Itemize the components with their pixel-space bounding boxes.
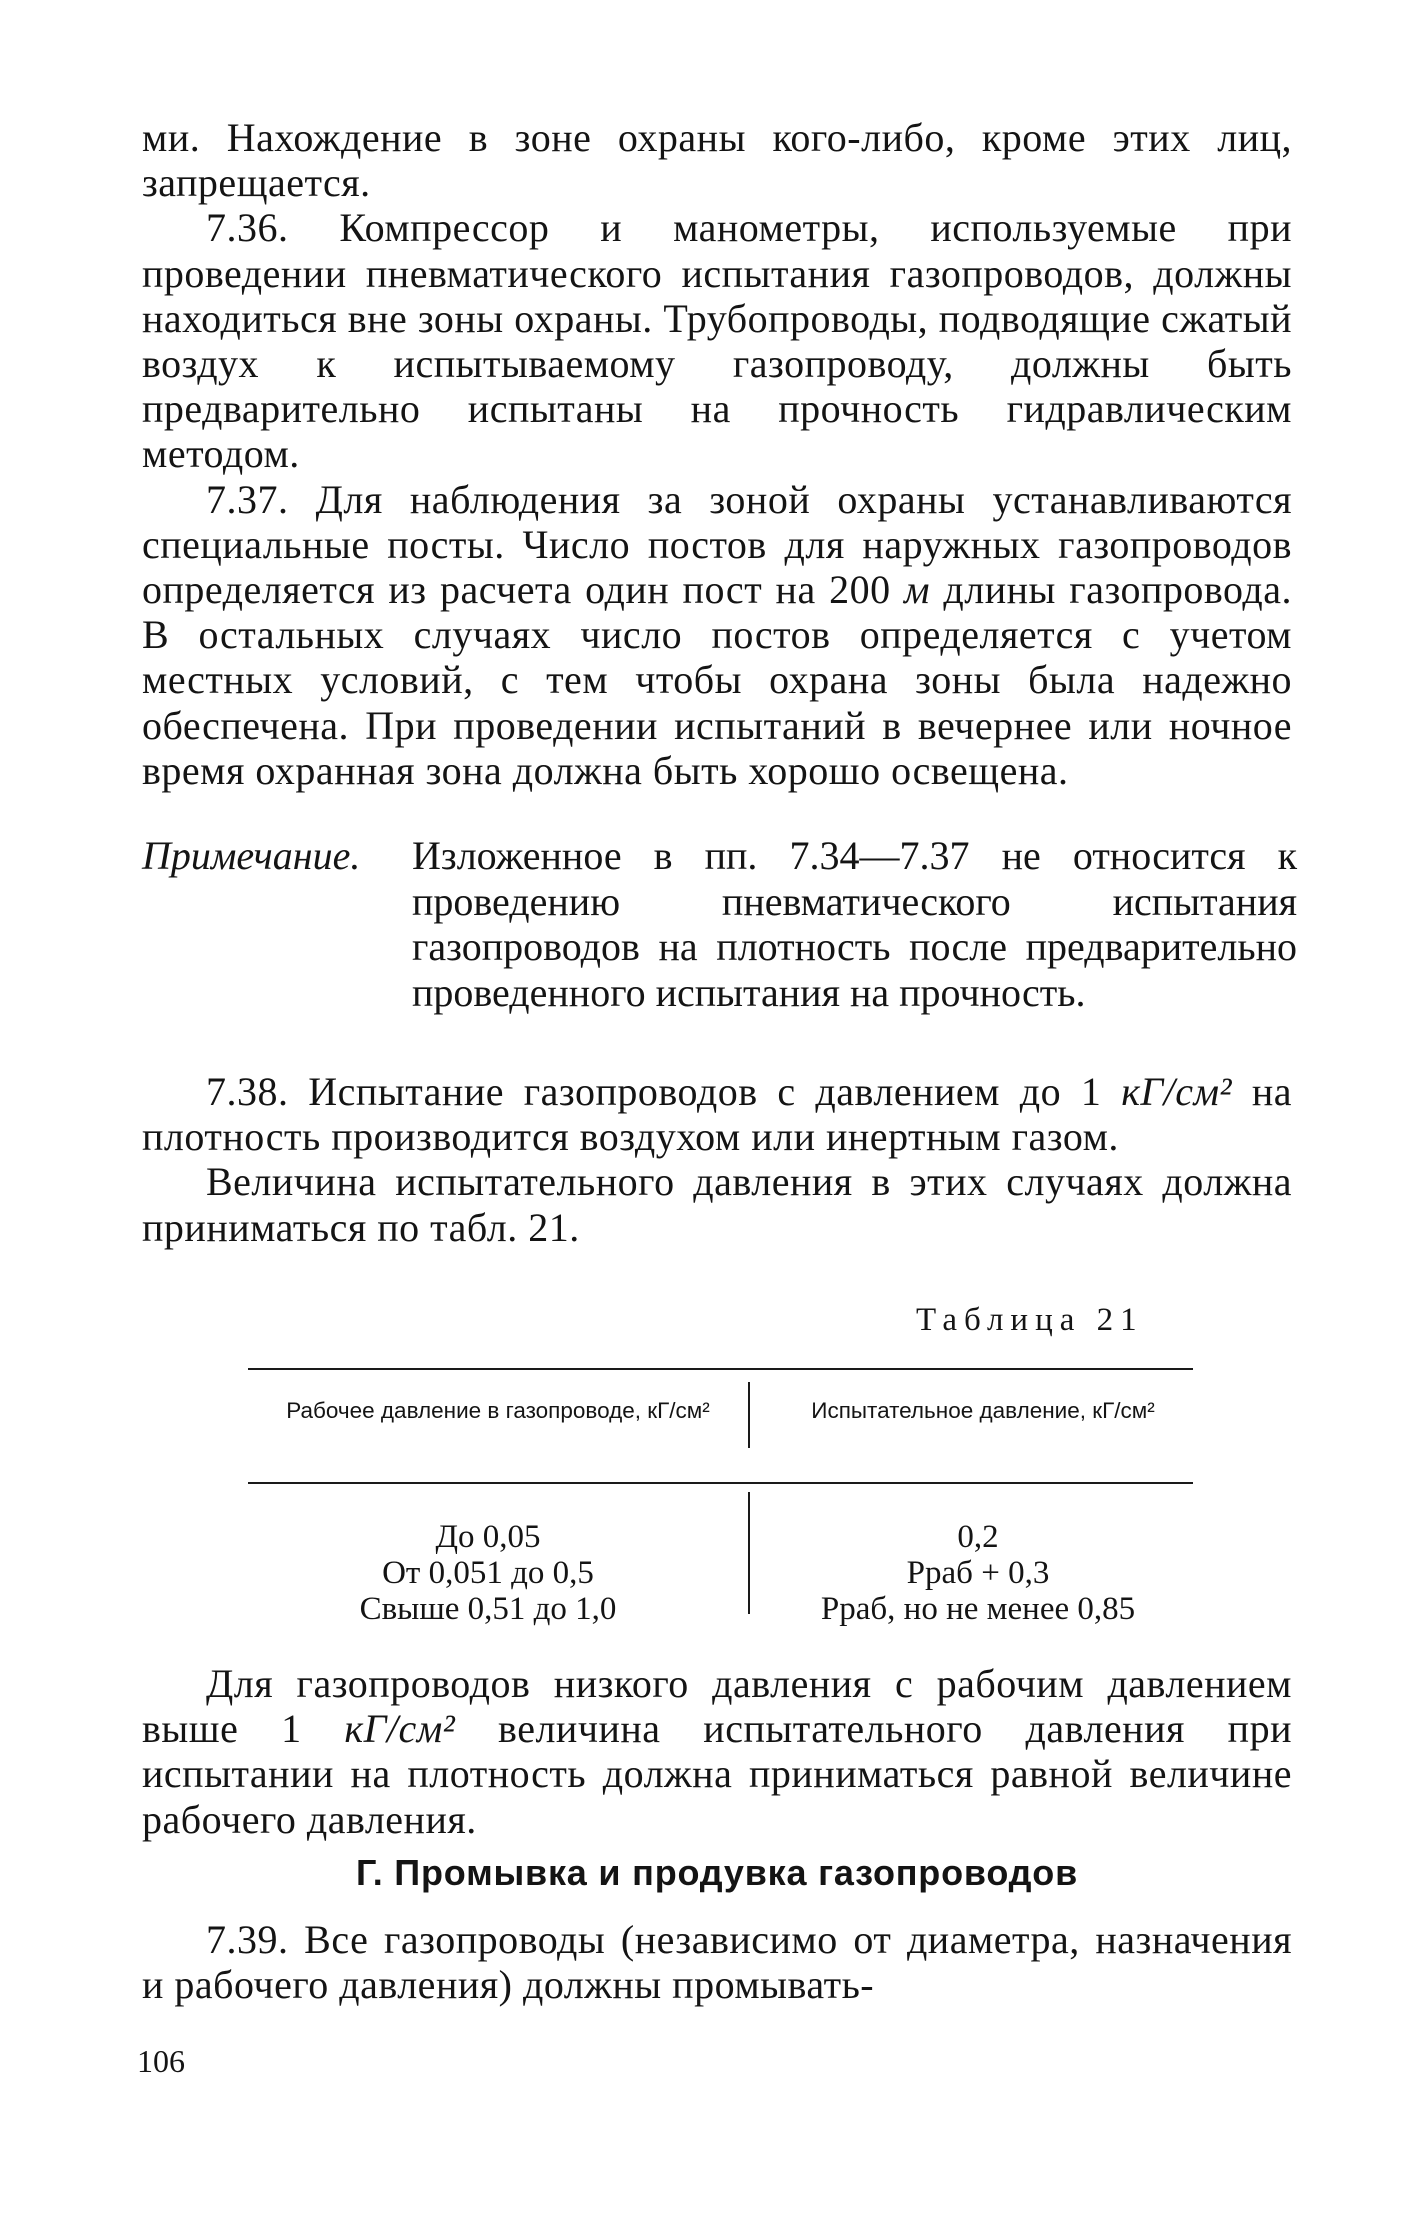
paragraph-low-pressure-part2: величина испытательного давления при испытании на плотность должна приниматься равной величине рабочего давления. — [142, 1706, 1292, 1842]
paragraph-7-37-part2: длины газопровода. В остальных случаях число постов определяется с учетом местных условий, с тем чтобы охрана зоны была надежно обеспечена. При проведении испытаний в вечернее или ночное время охранная зона должна быть хорошо освещена. — [142, 567, 1293, 793]
paragraph-test-pressure: Величина испытательного давления в этих случаях должна приниматься по табл. 21. — [142, 1159, 1292, 1250]
table-top-rule — [248, 1368, 1193, 1370]
page-number: 106 — [137, 2043, 185, 2079]
unit-kg-cm2-2: кГ/см² — [344, 1706, 456, 1752]
table-cell-right-3: Pраб, но не менее 0,85 — [820, 1591, 1136, 1627]
table-caption: Таблица 21 — [916, 1302, 1144, 1338]
paragraph-low-pressure-part1: Для газопроводов низкого давления с рабочим давлением выше 1 — [142, 1661, 1292, 1752]
text-block-middle — [142, 1069, 1292, 1250]
table-cell-left-1: До 0,05 — [435, 1519, 541, 1555]
table-header-test-pressure: Испытательное давление, кГ/см² — [811, 1398, 1155, 1423]
table-header-divider — [748, 1382, 750, 1448]
note-block — [142, 833, 1297, 1015]
paragraph-7-39: 7.39. Все газопроводы (независимо от диаметра, назначения и рабочего давления) должны промывать- — [142, 1917, 1292, 2008]
text-block-last — [142, 1917, 1292, 2007]
paragraph-7-37 — [142, 477, 1292, 793]
table-cell-left-3: Свыше 0,51 до 1,0 — [359, 1591, 617, 1627]
paragraph-7-38 — [142, 1069, 1292, 1159]
note-text: Изложенное в пп. 7.34—7.37 не относится к проведению пневматического испытания газопроводов на плотность после предварительно проведенного испытания на прочность. — [412, 833, 1297, 1015]
paragraph-7-38-part2: на плотность производится воздухом или инертным газом. — [142, 1069, 1292, 1160]
table-cell-left-2: От 0,051 до 0,5 — [382, 1555, 594, 1591]
text-block-bottom — [142, 1661, 1292, 1842]
unit-meter: м — [904, 567, 931, 613]
paragraph-7-37-part1: 7.37. Для наблюдения за зоной охраны устанавливаются специальные посты. Число постов для наружных газопроводов определяется из расчета один пост на 200 — [142, 476, 1292, 613]
table-header-working-pressure: Рабочее давление в газопроводе, кГ/см² — [286, 1398, 710, 1423]
paragraph-continuation: ми. Нахождение в зоне охраны кого-либо, кроме этих лиц, запрещается. — [142, 115, 1292, 206]
table-body-divider — [748, 1492, 750, 1614]
unit-kg-cm2: кГ/см² — [1121, 1069, 1233, 1114]
table-cell-right-2: Pраб + 0,3 — [906, 1555, 1050, 1591]
paragraph-low-pressure — [142, 1661, 1292, 1842]
paragraph-7-36: 7.36. Компрессор и манометры, используемые при проведении пневматического испытания газопроводов, должны находиться вне зоны охраны. Трубопроводы, подводящие сжатый воздух к испытываемому газопроводу, должны быть предварительно испытаны на прочность гидравлическим методом. — [142, 205, 1292, 477]
paragraph-7-38-part1: 7.38. Испытание газопроводов с давлением до 1 — [206, 1069, 1122, 1114]
note-label: Примечание. — [142, 833, 361, 878]
section-heading: Г. Промывка и продувка газопроводов — [355, 1852, 1079, 1893]
table-header-rule — [248, 1482, 1193, 1484]
text-block-top — [142, 115, 1292, 793]
table-cell-right-1: 0,2 — [957, 1519, 999, 1555]
